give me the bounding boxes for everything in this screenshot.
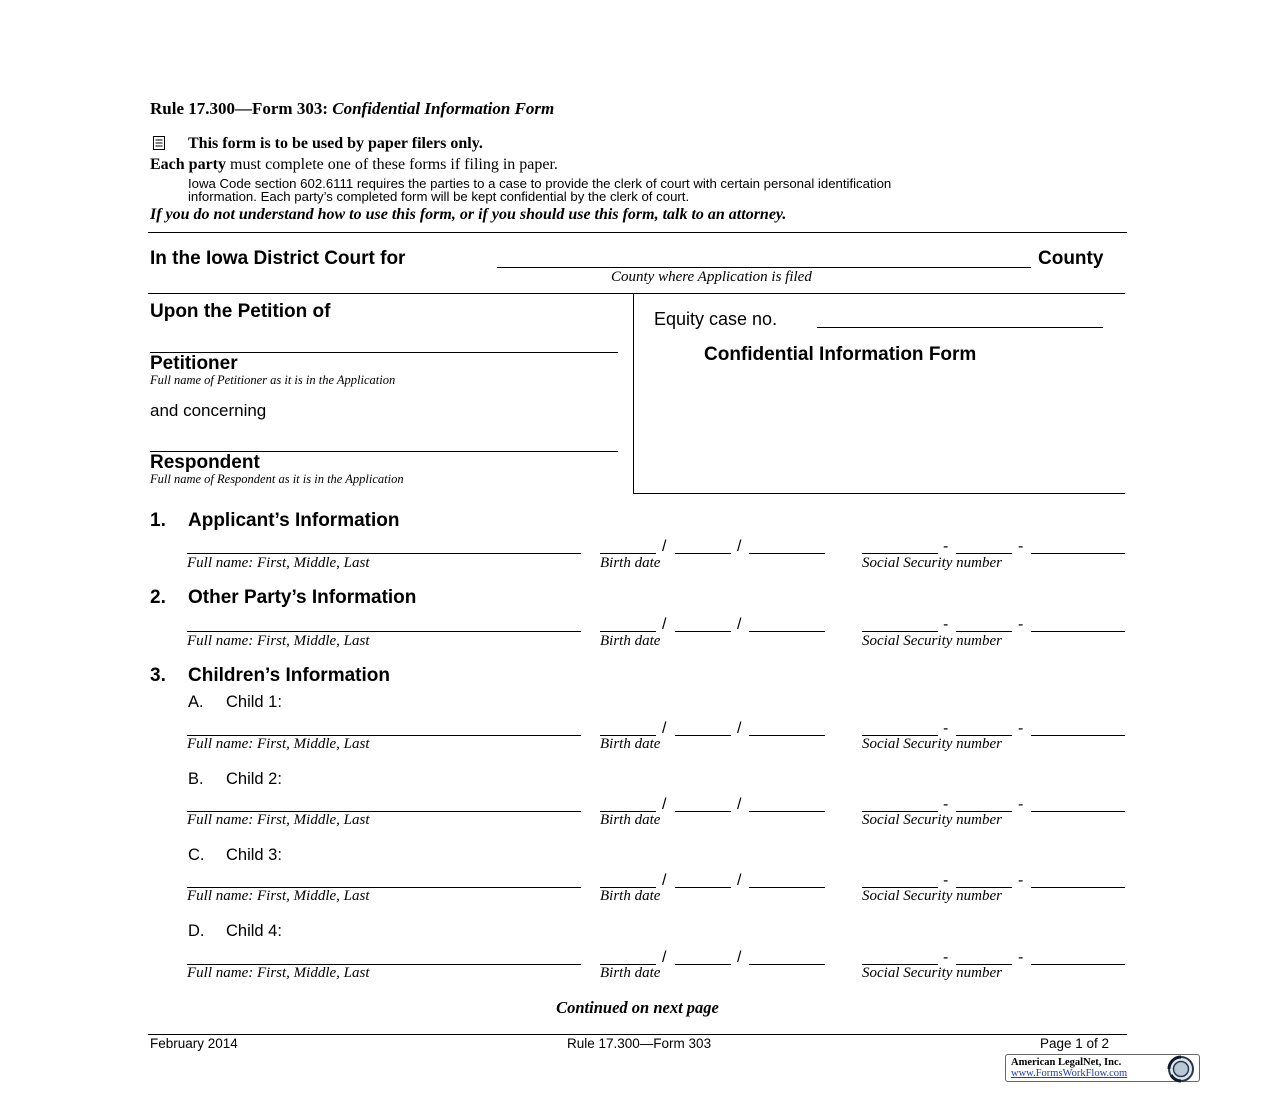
full-name-caption: Full name: First, Middle, Last xyxy=(187,888,370,904)
full-name-caption: Full name: First, Middle, Last xyxy=(187,555,370,571)
county-field[interactable] xyxy=(497,267,1031,268)
section-3-number: 3. xyxy=(150,665,166,686)
logo-company: American LegalNet, Inc. xyxy=(1011,1057,1122,1068)
birth-date-caption: Birth date xyxy=(600,633,661,649)
ssn-part-2-field[interactable] xyxy=(956,631,1012,632)
equity-case-field[interactable] xyxy=(817,327,1103,328)
dash-separator: - xyxy=(1018,796,1024,813)
full-name-field[interactable] xyxy=(187,631,581,632)
each-party-rest: must complete one of these forms if filing in paper. xyxy=(230,156,558,173)
dash-separator: - xyxy=(1018,616,1024,633)
county-hint: County where Application is filed xyxy=(611,269,812,285)
attorney-notice: If you do not understand how to use this form, or if you should use this form, talk to an attorney. xyxy=(150,206,787,223)
document-icon xyxy=(151,135,167,156)
ssn-part-3-field[interactable] xyxy=(1031,553,1125,554)
iowa-code-line-1: Iowa Code section 602.6111 requires the parties to a case to provide the clerk of court with certain personal identification xyxy=(188,176,892,191)
ssn-part-1-field[interactable] xyxy=(862,631,938,632)
form-heading xyxy=(150,99,554,119)
birth-day-field[interactable] xyxy=(675,735,731,736)
birth-year-field[interactable] xyxy=(749,964,825,965)
birth-month-field[interactable] xyxy=(600,553,656,554)
section-2-number: 2. xyxy=(150,587,166,608)
birth-day-field[interactable] xyxy=(675,553,731,554)
dash-separator: - xyxy=(943,720,949,737)
slash-separator: / xyxy=(662,872,667,889)
birth-day-field[interactable] xyxy=(675,811,731,812)
section-2-title: Other Party’s Information xyxy=(188,587,417,608)
full-name-caption: Full name: First, Middle, Last xyxy=(187,812,370,828)
slash-separator: / xyxy=(737,616,742,633)
petition-of-label: Upon the Petition of xyxy=(150,301,331,322)
ssn-caption: Social Security number xyxy=(862,965,1002,981)
birth-month-field[interactable] xyxy=(600,631,656,632)
form-heading-title: Confidential Information Form xyxy=(332,99,555,118)
petitioner-label: Petitioner xyxy=(150,353,238,374)
slash-separator: / xyxy=(737,720,742,737)
footer-date: February 2014 xyxy=(150,1036,238,1051)
slash-separator: / xyxy=(737,538,742,555)
ssn-part-3-field[interactable] xyxy=(1031,964,1125,965)
section-1-number: 1. xyxy=(150,510,166,531)
slash-separator: / xyxy=(662,796,667,813)
footer-form-ref: Rule 17.300—Form 303 xyxy=(567,1036,712,1051)
dash-separator: - xyxy=(943,538,949,555)
slash-separator: / xyxy=(662,616,667,633)
each-party-bold: Each party xyxy=(150,156,226,173)
birth-year-field[interactable] xyxy=(749,811,825,812)
paper-filers-notice: This form is to be used by paper filers only. xyxy=(188,135,483,152)
slash-separator: / xyxy=(737,796,742,813)
child-1-letter: A. xyxy=(188,693,204,711)
footer-divider xyxy=(148,1034,1127,1035)
ssn-caption: Social Security number xyxy=(862,888,1002,904)
each-party-line xyxy=(150,156,558,174)
child-4-label: Child 4: xyxy=(226,922,282,940)
slash-separator: / xyxy=(662,949,667,966)
ssn-caption: Social Security number xyxy=(862,736,1002,752)
birth-year-field[interactable] xyxy=(749,735,825,736)
child-1-label: Child 1: xyxy=(226,693,282,711)
caption-top-border xyxy=(148,293,1125,294)
birth-year-field[interactable] xyxy=(749,553,825,554)
full-name-caption: Full name: First, Middle, Last xyxy=(187,965,370,981)
section-1-title: Applicant’s Information xyxy=(188,510,400,531)
dash-separator: - xyxy=(1018,720,1024,737)
birth-date-caption: Birth date xyxy=(600,965,661,981)
ssn-caption: Social Security number xyxy=(862,555,1002,571)
child-3-label: Child 3: xyxy=(226,846,282,864)
dash-separator: - xyxy=(1018,872,1024,889)
rule-number: Rule 17.300—Form 303: xyxy=(150,99,329,118)
full-name-caption: Full name: First, Middle, Last xyxy=(187,736,370,752)
full-name-field[interactable] xyxy=(187,553,581,554)
respondent-hint: Full name of Respondent as it is in the Application xyxy=(150,472,404,486)
caption-divider xyxy=(633,293,634,493)
caption-bottom-border xyxy=(633,493,1125,494)
birth-date-caption: Birth date xyxy=(600,812,661,828)
birth-year-field[interactable] xyxy=(749,631,825,632)
respondent-label: Respondent xyxy=(150,452,260,473)
birth-date-caption: Birth date xyxy=(600,888,661,904)
full-name-caption: Full name: First, Middle, Last xyxy=(187,633,370,649)
dash-separator: - xyxy=(943,949,949,966)
ssn-part-3-field[interactable] xyxy=(1031,735,1125,736)
birth-year-field[interactable] xyxy=(749,887,825,888)
dash-separator: - xyxy=(1018,949,1024,966)
ssn-part-2-field[interactable] xyxy=(956,553,1012,554)
logo-url[interactable]: www.FormsWorkFlow.com xyxy=(1011,1068,1128,1079)
petitioner-hint: Full name of Petitioner as it is in the Application xyxy=(150,373,396,387)
dash-separator: - xyxy=(1018,538,1024,555)
continued-notice: Continued on next page xyxy=(556,998,719,1017)
slash-separator: / xyxy=(662,538,667,555)
header-divider xyxy=(148,232,1127,233)
birth-day-field[interactable] xyxy=(675,887,731,888)
equity-case-label: Equity case no. xyxy=(654,309,778,329)
dash-separator: - xyxy=(943,872,949,889)
birth-date-caption: Birth date xyxy=(600,555,661,571)
child-2-label: Child 2: xyxy=(226,770,282,788)
birth-day-field[interactable] xyxy=(675,631,731,632)
child-4-letter: D. xyxy=(188,922,205,940)
and-concerning-label: and concerning xyxy=(150,401,267,420)
ssn-caption: Social Security number xyxy=(862,633,1002,649)
dash-separator: - xyxy=(943,616,949,633)
county-label: County xyxy=(1038,248,1104,269)
footer-page-number: Page 1 of 2 xyxy=(1040,1036,1110,1051)
dash-separator: - xyxy=(943,796,949,813)
american-legalnet-logo[interactable] xyxy=(1005,1054,1200,1082)
document-title: Confidential Information Form xyxy=(704,344,977,365)
ssn-part-3-field[interactable] xyxy=(1031,887,1125,888)
slash-separator: / xyxy=(737,949,742,966)
iowa-code-line-2: information. Each party’s completed form will be kept confidential by the clerk of court. xyxy=(188,189,690,204)
child-2-letter: B. xyxy=(188,770,204,788)
birth-day-field[interactable] xyxy=(675,964,731,965)
ssn-part-1-field[interactable] xyxy=(862,553,938,554)
section-3-title: Children’s Information xyxy=(188,665,390,686)
ssn-part-3-field[interactable] xyxy=(1031,811,1125,812)
slash-separator: / xyxy=(662,720,667,737)
court-label: In the Iowa District Court for xyxy=(150,248,406,269)
globe-icon xyxy=(1163,1055,1199,1088)
birth-date-caption: Birth date xyxy=(600,736,661,752)
slash-separator: / xyxy=(737,872,742,889)
ssn-caption: Social Security number xyxy=(862,812,1002,828)
child-3-letter: C. xyxy=(188,846,205,864)
ssn-part-3-field[interactable] xyxy=(1031,631,1125,632)
